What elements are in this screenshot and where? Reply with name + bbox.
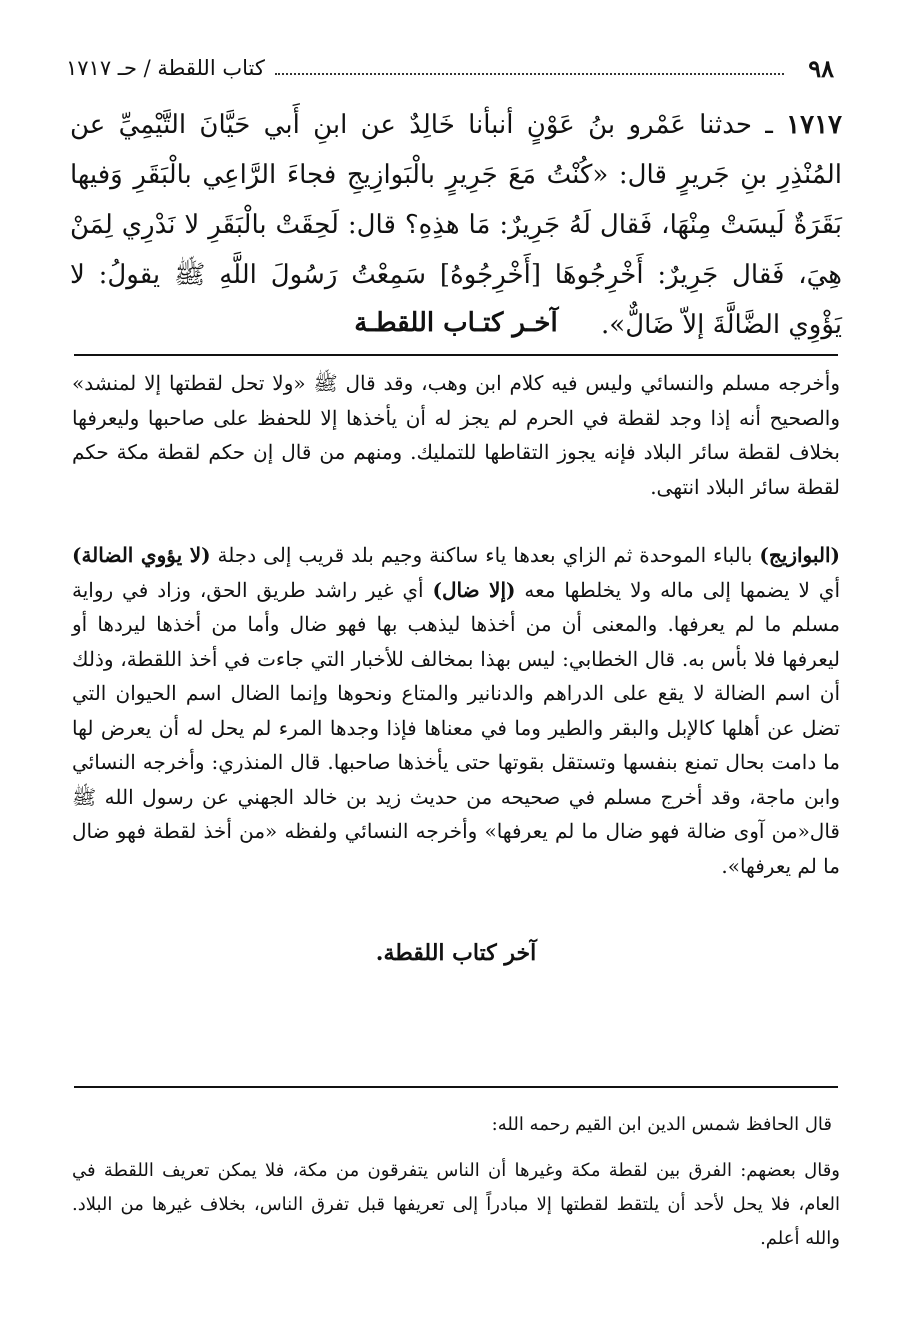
commentary-text-2: أي لا يضمها إلى ماله ولا يخلطها معه — [515, 577, 841, 602]
commentary-paragraph-2 — [72, 538, 840, 883]
page-number: ٩٨ — [808, 53, 834, 83]
header-dotted-leader — [275, 73, 784, 75]
term-bawazij: (البوازيج) — [759, 543, 841, 567]
footnote-intro: قال الحافظ شمس الدين ابن القيم رحمه الله: — [491, 1114, 832, 1135]
term-illa-dal: (إلا ضال) — [432, 577, 516, 602]
commentary-text-3: أي غير راشد طريق الحق، وزاد في رواية مسلم ما لم يعرفها. والمعنى أن من أخذها ليذهب بها فهو ضال وأما من أخذها ليردها أو ليعرفها فلا بأس به. قال الخطابي: ليس بهذا بمخالف للأخبار التي جاءت في أخذ اللقطة، وذلك أن اسم الضالة لا يقع على الدراهم والدنانير والمتاع ونحوها وإنما الضال اسم الحيوان التي تضل عن أهلها كالإبل والبقر والطير وما في معناها فإذا وجدها المرء لم يحل له أن يعرض لها ما دامت بحال تمنع بنفسها وتستقل بقوتها حتى يأخذها صاحبها. قال المنذري: وأخرجه النسائي وابن ماجة، وقد أخرج مسلم في صحيحه من حديث زيد بن خالد الجهني عن رسول الله ﷺ قال«من آوى ضالة فهو ضال ما لم يعرفها» وأخرجه النسائي ولفظه «من أخذ لقطة فهو ضال ما لم يعرفها». — [72, 577, 840, 878]
hadith-number: ١٧١٧ — [786, 110, 842, 140]
footnote-divider-rule — [74, 1086, 838, 1088]
commentary-text-1: بالباء الموحدة ثم الزاي بعدها ياء ساكنة وجيم بلد قريب إلى دجلة — [210, 543, 760, 567]
hadith-body: حدثنا عَمْرو بنُ عَوْنٍ أنبأنا خَالِدٌ عن ابنِ أَبي حَيَّانَ التَّيْمِيِّ عن المُنْذِرِ بنِ جَريرٍ قال: «كُنْتُ مَعَ جَرِيرٍ بالْبَوازِيجِ فجاءَ الرَّاعِي بالْبَقَرِ وَفيها بَقَرَةٌ لَيسَتْ مِنْهَا، فَقال لَهُ جَرِيرٌ: مَا هذِهِ؟ قال: لَحِقَتْ بالْبَقَرِ لا نَدْرِي لِمَنْ هِيَ، فَقال جَرِيرٌ: أَخْرِجُوهَا [أَخْرِجُوهُ] سَمِعْتُ رَسُولَ اللَّهِ ﷺ يقولُ: لا يَؤْوِي الضَّالَّةَ إلاّ ضَالٌّ». — [70, 110, 842, 340]
commentary-paragraph-1: وأخرجه مسلم والنسائي وليس فيه كلام ابن وهب، وقد قال ﷺ «ولا تحل لقطتها إلا لمنشد» والصحيح أنه إذا وجد لقطة في الحرم لم يجز له أن يأخذها إلا للحفظ على صاحبها وليعرفها بخلاف لقطة سائر البلاد فإنه يجوز التقاطها للتمليك. ومنهم من قال إن حكم لقطة مكة حكم لقطة سائر البلاد انتهى. — [72, 371, 840, 499]
commentary-end-title: آخر كتاب اللقطة. — [375, 940, 537, 966]
running-title: كتاب اللقطة / حـ ١٧١٧ — [66, 56, 265, 80]
footnote-text: وقال بعضهم: الفرق بين لقطة مكة وغيرها أن الناس يتفرقون من مكة، فلا يمكن تعريف اللقطة في العام، فلا يحل لأحد أن يلتقط لقطتها إلا مبادراً إلى تعريفها قبل تفرق الناس، بخلاف غيرها من البلاد. والله أعلم. — [72, 1160, 840, 1249]
hadith-dash: ـ — [751, 110, 773, 140]
page-header — [66, 48, 834, 88]
divider-rule — [74, 354, 838, 356]
term-la-yuwi: (لا يؤوي الضالة) — [72, 543, 211, 567]
section-end-title: آخـر كتـاب اللقطـة — [354, 308, 558, 338]
